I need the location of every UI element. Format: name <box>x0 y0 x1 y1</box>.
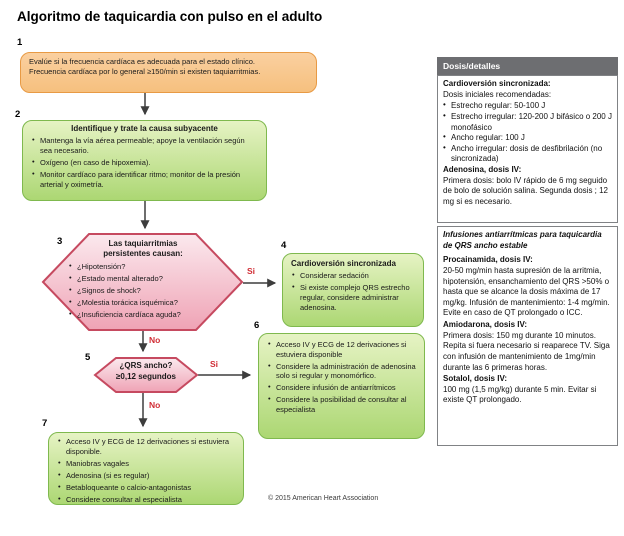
dose-bullet: • Ancho irregular: dosis de desfibrilación (no sincronizada) <box>443 144 612 165</box>
branch-label-si-step3: Si <box>247 266 256 276</box>
step7-bullet: • Adenosina (si es regular) <box>57 471 235 481</box>
step-number-5: 5 <box>85 352 91 363</box>
step2-identify-treat-box <box>22 120 267 201</box>
branch-label-no-step3: No <box>149 335 161 345</box>
step6-bullet: • Acceso IV y ECG de 12 derivaciones si estuviera disponible <box>267 340 416 359</box>
step7-bullet: • Considere consultar al especialista <box>57 495 235 505</box>
step5-question-line1: ¿QRS ancho? <box>119 361 173 370</box>
dose-bullet: • Estrecho irregular: 120-200 J bifásico o 200 J monofásico <box>443 112 612 133</box>
branch-label-si-step5: Si <box>210 359 219 369</box>
step2-bullet: • Monitor cardíaco para identificar ritmo; monitor de la presión arterial y oximetría. <box>31 170 258 189</box>
step2-bullet-list <box>31 136 258 189</box>
step-number-7: 7 <box>42 418 48 429</box>
step6-bullet: • Considere infusión de antiarrítmicos <box>267 383 416 393</box>
dose-bullet: • Ancho regular: 100 J <box>443 133 612 144</box>
step6-bullet-list <box>267 340 416 415</box>
step1-line: Frecuencia cardíaca por lo general ≥150/min si existen taquiarritmias. <box>29 66 261 76</box>
sotalol-body: 100 mg (1,5 mg/kg) durante 5 min. Evitar si existe QT prolongado. <box>443 384 597 405</box>
step3-bullet: • ¿Molestia torácica isquémica? <box>68 298 224 307</box>
step5-question-line2: ≥0,12 segundos <box>116 372 176 382</box>
dose-bullet: • Estrecho regular: 50-100 J <box>443 101 612 112</box>
step3-bullet: • ¿Signos de shock? <box>68 286 224 295</box>
step2-bullet: • Oxígeno (en caso de hipoxemia). <box>31 158 258 168</box>
step3-bullet-list <box>68 262 224 319</box>
sidebar-header: Dosis/detalles <box>437 57 618 75</box>
step6-wide-qrs-box <box>258 333 425 439</box>
step7-narrow-qrs-box <box>48 432 244 505</box>
branch-label-no-step5: No <box>149 400 161 410</box>
procainamide-heading: Procainamida, dosis IV: <box>443 255 533 265</box>
step-number-4: 4 <box>281 240 287 251</box>
procainamide-body: 20-50 mg/min hasta supresión de la arritmia, hipotensión, ensanchamiento del QRS >50% o hasta que se alcance la dosis máxima de 17 mg/kg. Infusión de mantenimiento: 1-4 mg/min. Evite en caso de QT prolongado o ICC. <box>443 265 610 318</box>
step-number-2: 2 <box>15 109 21 120</box>
step7-bullet: • Acceso IV y ECG de 12 derivaciones si estuviera disponible. <box>57 437 235 456</box>
step7-bullet: • Betabloqueante o calcio-antagonistas <box>57 483 235 493</box>
step4-bullet: • Considerar sedación <box>291 271 415 281</box>
cardioversion-subheading: Dosis iniciales recomendadas: <box>443 89 552 99</box>
page-title: Algoritmo de taquicardia con pulso en el adulto <box>17 9 323 24</box>
step4-cardioversion-box <box>282 253 424 327</box>
sidebar-section-cardioversion <box>437 75 618 223</box>
step4-bullet-list <box>291 271 415 312</box>
step3-title: Las taquiarritmias persistentes causan: <box>103 239 183 258</box>
step7-bullet: • Maniobras vagales <box>57 459 235 469</box>
amiodarone-body: Primera dosis: 150 mg durante 10 minutos. Repita si fuera necesario si reaparece TV. Siga con infusión de mantenimiento de 1mg/min durante las 6 primeras horas. <box>443 330 610 372</box>
adenosine-heading: Adenosina, dosis IV: <box>443 165 522 174</box>
step6-bullet: • Considere la posibilidad de consultar al especialista <box>267 395 416 414</box>
cardioversion-dose-list <box>443 101 612 165</box>
step-number-3: 3 <box>57 236 63 247</box>
sotalol-heading: Sotalol, dosis IV: <box>443 374 508 384</box>
step3-bullet: • ¿Estado mental alterado? <box>68 274 224 283</box>
step1-text <box>29 57 308 76</box>
step3-decision-text <box>62 239 224 321</box>
infusions-title: Infusiones antiarrítmicas para taquicardia de QRS ancho estable <box>443 230 602 250</box>
dose-details-sidebar <box>437 57 618 446</box>
step2-title: Identifique y trate la causa subyacente <box>71 124 218 133</box>
step7-bullet-list <box>57 437 235 505</box>
amiodarone-heading: Amiodarona, dosis IV: <box>443 320 528 329</box>
adenosine-body: Primera dosis: bolo IV rápido de 6 mg seguido de bolo de solución salina. Segunda dosis ; 12 mg si es necesario. <box>443 175 609 206</box>
step3-bullet: • ¿Insuficiencia cardíaca aguda? <box>68 310 224 319</box>
sidebar-section-infusions <box>437 226 618 446</box>
step4-bullet: • Si existe complejo QRS estrecho regular, considere administrar adenosina. <box>291 283 415 312</box>
step5-decision-text <box>98 360 194 382</box>
step2-bullet: • Mantenga la vía aérea permeable; apoye la ventilación según sea necesario. <box>31 136 258 155</box>
step3-bullet: • ¿Hipotensión? <box>68 262 224 271</box>
step1-assess-box <box>20 52 317 93</box>
step4-title: Cardioversión sincronizada <box>291 259 396 268</box>
step6-bullet: • Considere la administración de adenosina solo si regular y monomórfico. <box>267 362 416 381</box>
copyright-text: © 2015 American Heart Association <box>268 495 379 502</box>
cardioversion-heading: Cardioversión sincronizada: <box>443 79 551 88</box>
step-number-1: 1 <box>17 37 23 48</box>
step1-line: Evalúe si la frecuencia cardíaca es adecuada para el estado clínico. <box>29 57 255 66</box>
step-number-6: 6 <box>254 320 260 331</box>
